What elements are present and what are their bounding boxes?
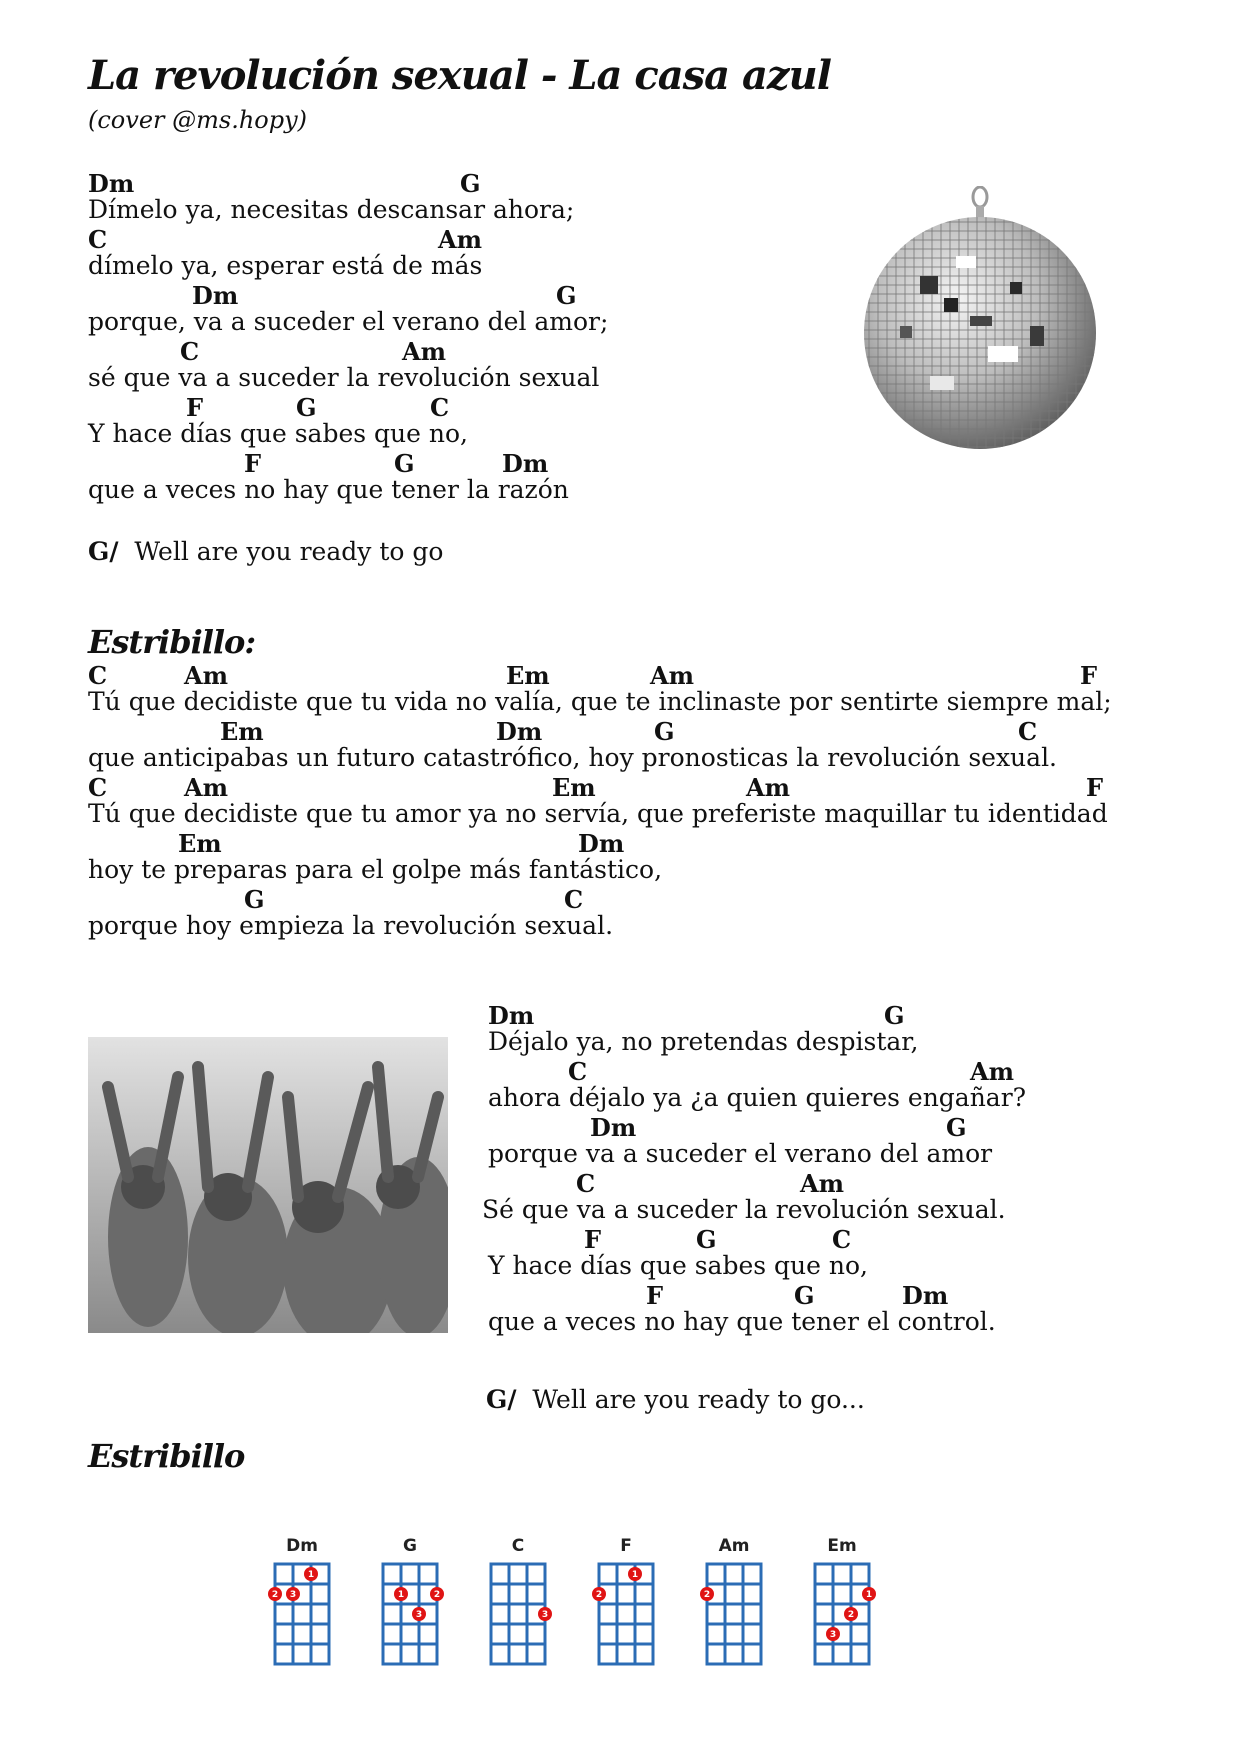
chord: G bbox=[244, 885, 265, 914]
chord: C bbox=[180, 337, 200, 366]
svg-text:2: 2 bbox=[703, 1590, 711, 1600]
svg-text:2: 2 bbox=[271, 1590, 279, 1600]
chord: Am bbox=[800, 1169, 845, 1198]
lyric-line: que anticipabas un futuro catastrófico, hoy pronosticas la revolución sexual. bbox=[88, 743, 1058, 772]
chord: C bbox=[568, 1057, 588, 1086]
chord: C bbox=[88, 773, 108, 802]
chord: Dm bbox=[578, 829, 625, 858]
chord: Em bbox=[220, 717, 264, 746]
chorus-heading-repeat: Estribillo bbox=[88, 1437, 245, 1475]
chord: Am bbox=[650, 661, 695, 690]
chord: G bbox=[460, 169, 481, 198]
chord: F bbox=[1086, 773, 1104, 802]
lyric-line: porque, va a suceder el verano del amor; bbox=[88, 307, 609, 336]
chord: G bbox=[794, 1281, 815, 1310]
chord-chart-name: Dm bbox=[286, 1536, 318, 1556]
song-title: La revolución sexual - La casa azul bbox=[88, 52, 831, 99]
svg-text:3: 3 bbox=[415, 1610, 423, 1620]
lyric-line: Tú que decidiste que tu amor ya no servía, que preferiste maquillar tu identidad bbox=[88, 799, 1108, 828]
chord: Dm bbox=[502, 449, 549, 478]
chord: C bbox=[564, 885, 584, 914]
bridge-chord: G/ bbox=[88, 537, 119, 566]
chord: Dm bbox=[590, 1113, 637, 1142]
chord: G bbox=[654, 717, 675, 746]
lyric-line: Dímelo ya, necesitas descansar ahora; bbox=[88, 195, 575, 224]
lyric-line: Y hace días que sabes que no, bbox=[488, 1251, 868, 1280]
chord: Em bbox=[506, 661, 550, 690]
song-subtitle: (cover @ms.hopy) bbox=[88, 106, 308, 134]
svg-text:3: 3 bbox=[829, 1630, 837, 1640]
chord: F bbox=[1080, 661, 1098, 690]
chord: Dm bbox=[192, 281, 239, 310]
chord: Em bbox=[552, 773, 596, 802]
verse-2 bbox=[482, 1000, 1208, 1336]
lyric-line: dímelo ya, esperar está de más bbox=[88, 251, 483, 280]
chord: Em bbox=[178, 829, 222, 858]
bridge-1 bbox=[88, 538, 443, 566]
chord: Am bbox=[746, 773, 791, 802]
lyric-line: Y hace días que sabes que no, bbox=[88, 419, 468, 448]
chord: Am bbox=[438, 225, 483, 254]
chord: F bbox=[186, 393, 204, 422]
chord: Dm bbox=[496, 717, 543, 746]
lyric-line: hoy te preparas para el golpe más fantástico, bbox=[88, 855, 663, 884]
lyric-line: porque hoy empieza la revolución sexual. bbox=[88, 911, 614, 940]
bridge-text: Well are you ready to go bbox=[134, 537, 444, 566]
chord: G bbox=[946, 1113, 967, 1142]
crowd-photo bbox=[88, 1037, 448, 1333]
chord: G bbox=[296, 393, 317, 422]
chord: Dm bbox=[902, 1281, 949, 1310]
verse-1 bbox=[88, 168, 788, 504]
svg-text:3: 3 bbox=[541, 1610, 549, 1620]
chord-chart-name: Am bbox=[718, 1536, 750, 1556]
chord: Dm bbox=[88, 169, 135, 198]
chord-chart-name: Em bbox=[827, 1536, 857, 1556]
chord: Am bbox=[184, 661, 229, 690]
svg-text:3: 3 bbox=[289, 1590, 297, 1600]
svg-text:1: 1 bbox=[307, 1570, 315, 1580]
chord: Dm bbox=[488, 1001, 535, 1030]
lyric-line: Déjalo ya, no pretendas despistar, bbox=[488, 1027, 919, 1056]
svg-text:2: 2 bbox=[847, 1610, 855, 1620]
chord-chart-g bbox=[375, 1536, 445, 1672]
svg-text:1: 1 bbox=[865, 1590, 873, 1600]
bridge-2 bbox=[486, 1386, 865, 1414]
chord: C bbox=[576, 1169, 596, 1198]
chord: C bbox=[88, 661, 108, 690]
chord: C bbox=[1018, 717, 1038, 746]
chord-chart-name: C bbox=[511, 1536, 525, 1556]
chord: G bbox=[394, 449, 415, 478]
chord: Am bbox=[402, 337, 447, 366]
chorus bbox=[88, 660, 1208, 940]
svg-text:2: 2 bbox=[595, 1590, 603, 1600]
bridge-text: Well are you ready to go... bbox=[532, 1385, 865, 1414]
chord-chart-f bbox=[591, 1536, 661, 1672]
lyric-line: sé que va a suceder la revolución sexual bbox=[88, 363, 600, 392]
chord: C bbox=[832, 1225, 852, 1254]
chord-chart-name: G bbox=[403, 1536, 417, 1556]
chord-chart-dm bbox=[267, 1536, 337, 1672]
chord-chart-name: F bbox=[620, 1536, 632, 1556]
chord: G bbox=[556, 281, 577, 310]
bridge-chord: G/ bbox=[486, 1385, 517, 1414]
chord: G bbox=[696, 1225, 717, 1254]
lyric-line: Tú que decidiste que tu vida no valía, que te inclinaste por sentirte siempre mal; bbox=[88, 687, 1112, 716]
lyric-line: ahora déjalo ya ¿a quien quieres engañar? bbox=[488, 1083, 1027, 1112]
svg-text:2: 2 bbox=[433, 1590, 441, 1600]
lyric-line: que a veces no hay que tener el control. bbox=[488, 1307, 996, 1336]
disco-ball-image bbox=[860, 186, 1100, 456]
chord: C bbox=[88, 225, 108, 254]
chord: F bbox=[584, 1225, 602, 1254]
svg-text:1: 1 bbox=[631, 1570, 639, 1580]
lyric-line: porque va a suceder el verano del amor bbox=[488, 1139, 993, 1168]
chord: G bbox=[884, 1001, 905, 1030]
chorus-heading: Estribillo: bbox=[88, 623, 256, 661]
chord-chart-am bbox=[699, 1536, 769, 1672]
chord-chart-c bbox=[483, 1536, 553, 1672]
lyric-line: Sé que va a suceder la revolución sexual. bbox=[482, 1195, 1006, 1224]
chord: Am bbox=[970, 1057, 1015, 1086]
chord: F bbox=[244, 449, 262, 478]
svg-text:1: 1 bbox=[397, 1590, 405, 1600]
chord: Am bbox=[184, 773, 229, 802]
chord-chart-em bbox=[807, 1536, 877, 1672]
chord: C bbox=[430, 393, 450, 422]
chord: F bbox=[646, 1281, 664, 1310]
lyric-line: que a veces no hay que tener la razón bbox=[88, 475, 569, 504]
